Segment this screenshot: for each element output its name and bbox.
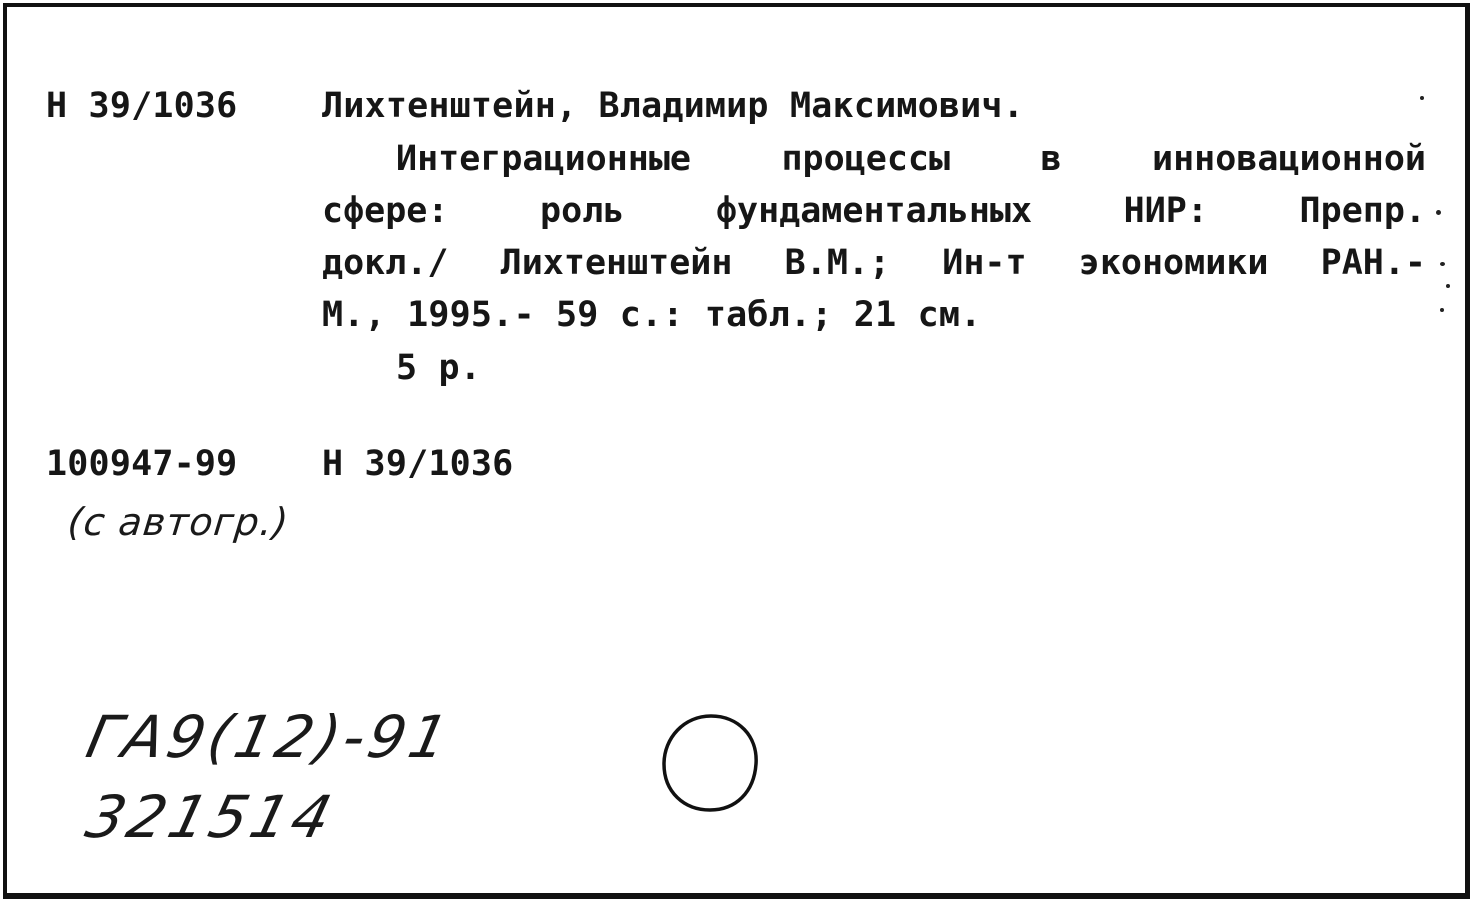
author-heading: Лихтенштейн, Владимир Максимович.	[322, 86, 1024, 126]
title-word: РАН.-	[1320, 243, 1426, 283]
handwritten-code-2: 321514	[79, 783, 342, 851]
scan-speck	[1440, 308, 1444, 312]
scan-speck	[1436, 210, 1441, 215]
inventory-number: 100947-99	[46, 444, 238, 484]
punch-hole-icon	[656, 708, 766, 818]
handwritten-code-1: ГА9(12)-91	[80, 703, 458, 771]
title-word: НИР:	[1123, 191, 1208, 231]
shelf-mark-repeat: Н 39/1036	[322, 444, 514, 484]
title-word: В.М.;	[784, 243, 891, 283]
scan-speck	[1440, 262, 1445, 266]
scan-speck	[1420, 96, 1424, 100]
handwritten-note: (с автогр.)	[65, 500, 292, 544]
title-word: фундаментальных	[715, 191, 1033, 231]
title-line-2	[322, 185, 1426, 237]
scan-speck	[1446, 284, 1450, 288]
title-word: Препр.	[1299, 191, 1426, 231]
title-line-1	[396, 133, 1426, 185]
title-word: в	[1040, 139, 1062, 179]
title-word: процессы	[781, 139, 951, 179]
title-word: сфере:	[322, 191, 449, 231]
imprint-line: М., 1995.- 59 с.: табл.; 21 см.	[322, 295, 982, 335]
title-word: Лихтенштейн	[500, 243, 733, 283]
title-word: роль	[540, 191, 625, 231]
price: 5 р.	[396, 348, 482, 388]
title-line-3	[322, 237, 1426, 289]
shelf-mark: Н 39/1036	[46, 86, 238, 126]
title-word: экономики	[1078, 243, 1269, 283]
title-word: Ин-т	[942, 243, 1027, 283]
title-word: докл./	[322, 243, 449, 283]
title-word: Интеграционные	[396, 139, 692, 179]
title-word: инновационной	[1152, 139, 1426, 179]
